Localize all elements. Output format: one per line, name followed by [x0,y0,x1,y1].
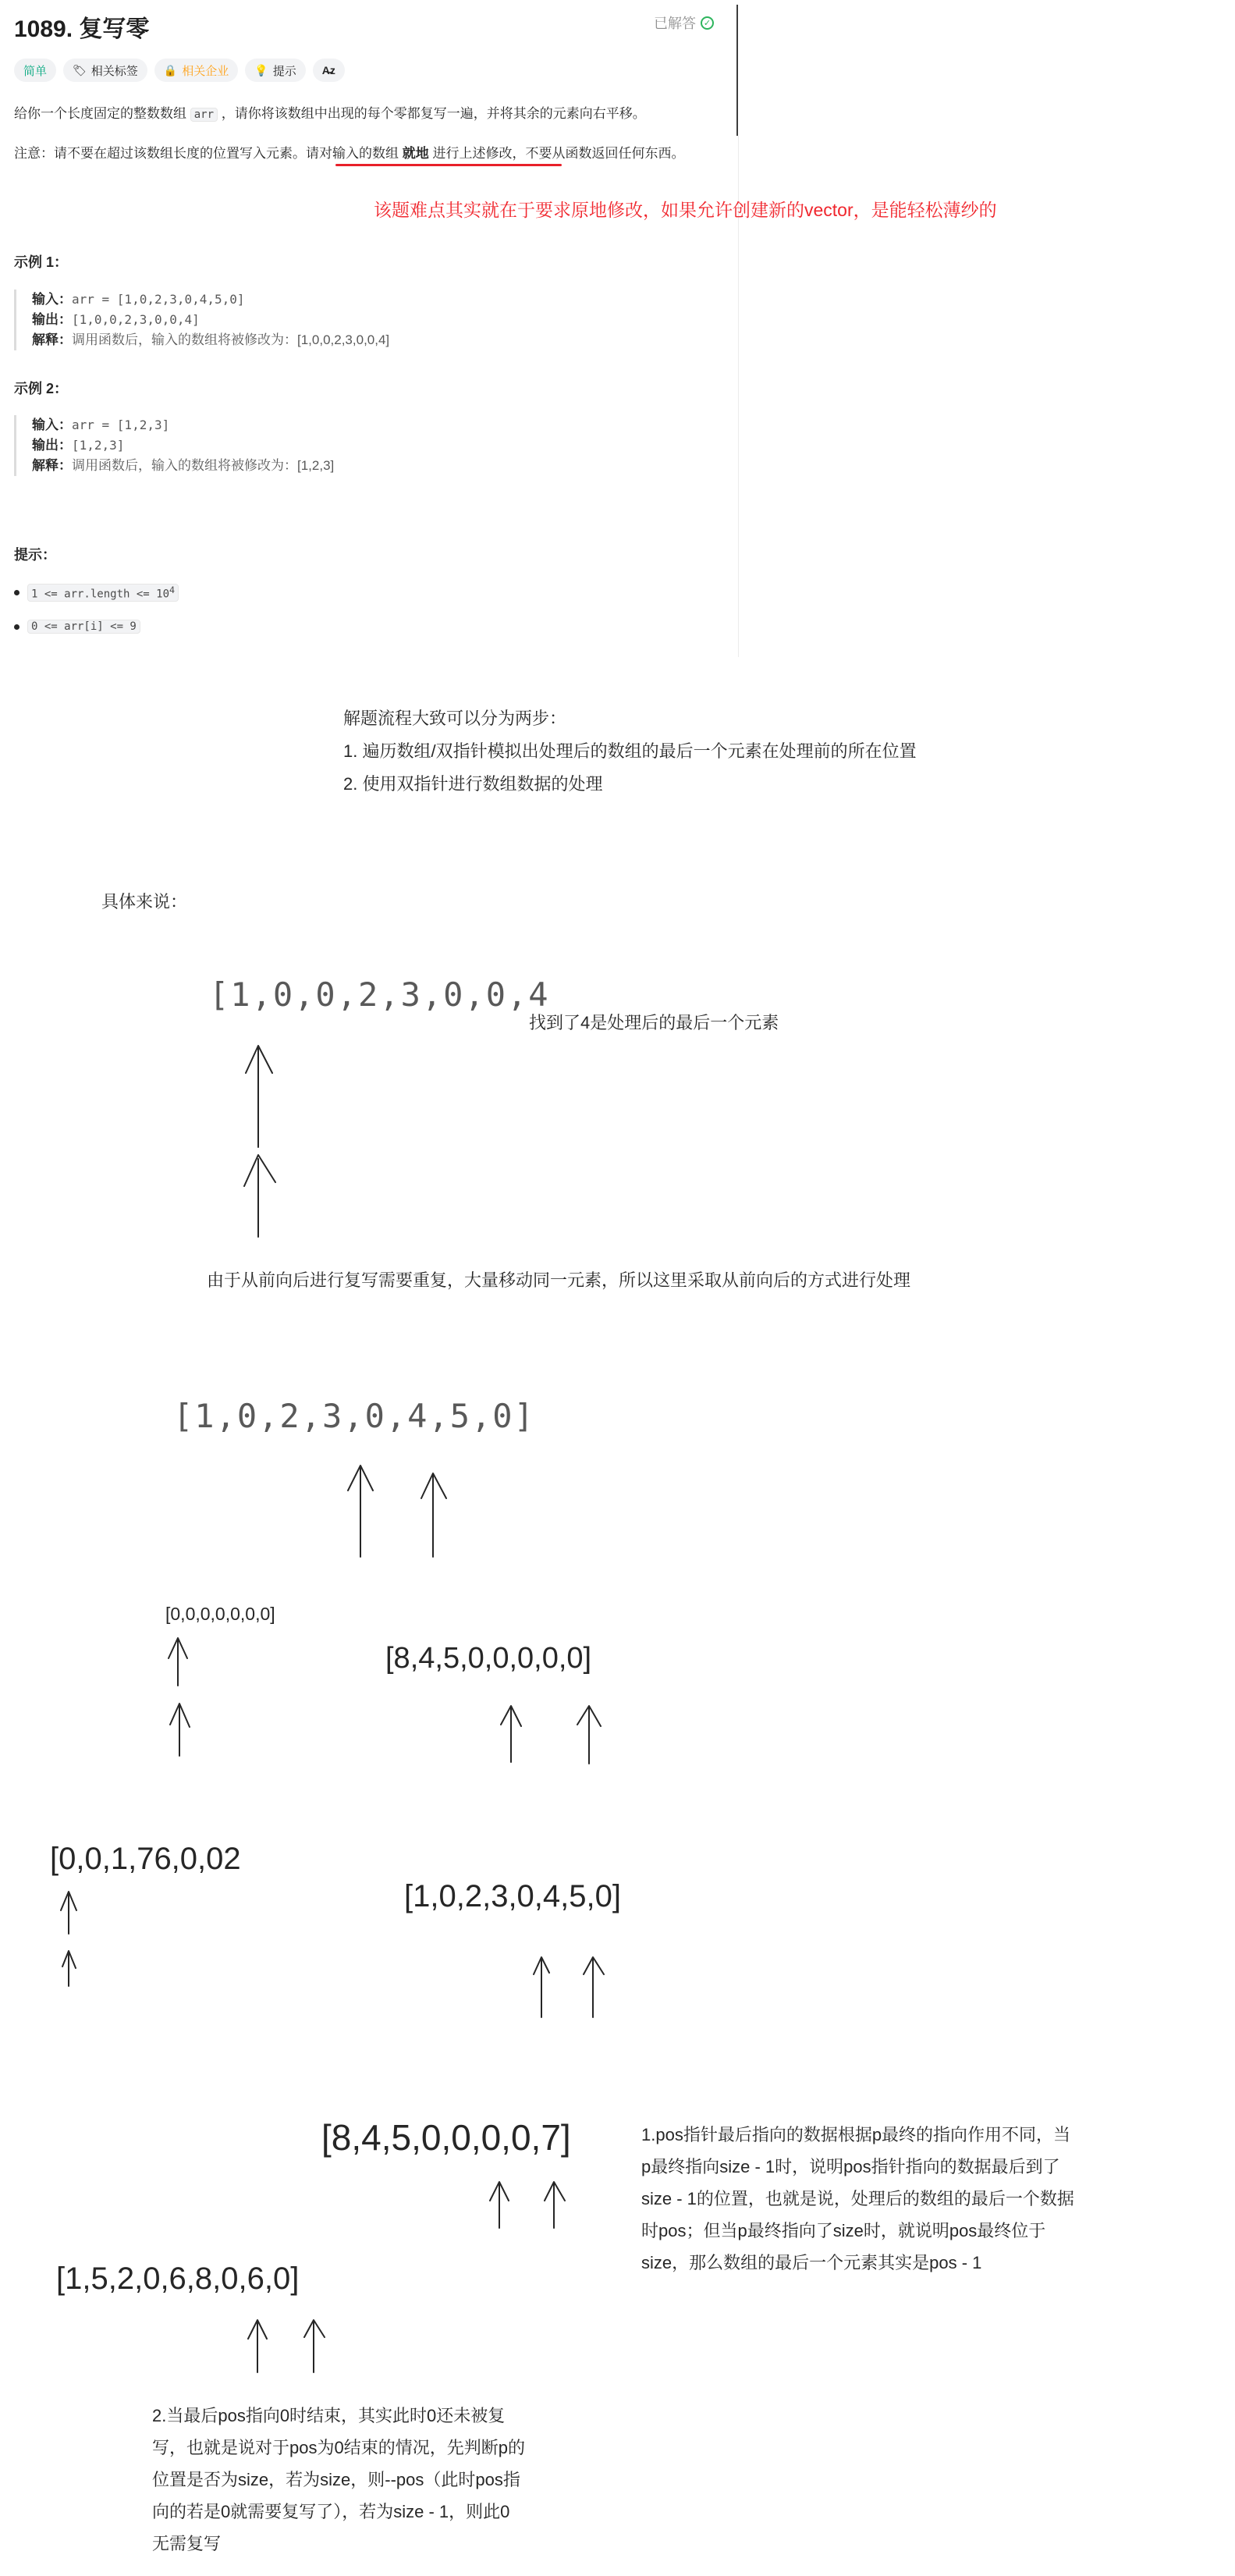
red-comment: 该题难点其实就在于要求原地修改，如果允许创建新的vector，是能轻松薄纱的 [374,200,997,220]
bullet [14,624,20,630]
hint-item-1 [14,584,179,602]
hint-1-code: 1 <= arr.length <= $10^4$ [27,584,179,602]
red-underline-annotation [335,164,562,166]
hint-2-code: 0 <= arr[i] <= 9 [27,620,140,634]
companies-tag[interactable] [154,59,238,82]
handwritten-array-2: [1,0,2,3,0,4,5,0] [173,1397,535,1435]
specific-label: 具体来说： [101,892,188,911]
example-2-block: 输入：arr = [1,2,3] 输出：[1,2,3] 解释：调用函数后，输入的数组将被修改为：[1,2,3] [14,415,703,476]
handwritten-array-6: [1,0,2,3,0,4,5,0] [404,1879,621,1913]
problem-description: 给你一个长度固定的整数数组 arr ，请你将该数组中出现的每个零都复写一遍，并将其余的元素向右平移。 [14,106,646,121]
up-arrow-icon [238,1038,285,1241]
hint-item-2 [14,620,140,634]
example-1-heading: 示例 1： [14,254,69,270]
flow-title: 解题流程大致可以分为两步： [343,709,567,728]
explain-note-2: 2.当最后pos指向0时结束，其实此时0还未被复写，也就是说对于pos为0结束的情况，先判断p的位置是否为size，若为size，则--pos（此时pos指向的若是0就需要复写了），若为size - 1，则此0无需复写 [152,2406,525,2553]
translate-button[interactable] [313,59,345,82]
code-arr: arr [190,108,218,122]
up-arrow-icon [484,2177,577,2232]
hint-label: 提示 [272,64,296,78]
handwritten-array-1: [1,0,0,2,3,0,0,4 [209,975,550,1014]
bulb-icon: 💡 [254,63,268,76]
check-circle-icon: ✓ [701,16,714,30]
up-arrow-icon [55,1888,86,1990]
tag-icon: 🏷 [73,63,87,76]
up-arrow-icon [164,1635,195,1760]
up-arrow-icon [492,1701,616,1764]
example-1-block: 输入：arr = [1,0,2,3,0,4,5,0] 输出：[1,0,0,2,3,0,0,4] 解释：调用函数后，输入的数组将被修改为：[1,0,0,2,3,0,0,4] [14,290,703,350]
panel-resize-handle[interactable] [736,5,738,136]
tag-row [14,59,345,82]
handwritten-array-3: [0,0,0,0,0,0,0] [165,1604,275,1624]
difficulty-label: 简单 [23,64,48,78]
companies-label: 相关企业 [182,64,229,78]
hints-heading: 提示： [14,547,56,563]
translate-icon: A̶z [321,64,335,76]
solved-status [654,12,714,33]
up-arrow-icon [531,1951,624,2021]
flow-step-1: 1. 遍历数组/双指针模拟出处理后的数组的最后一个元素在处理前的所在位置 [343,741,917,761]
handwritten-array-8: [1,5,2,0,6,8,0,6,0] [56,2262,300,2296]
problem-note: 注意：请不要在超过该数组长度的位置写入元素。请对输入的数组 就地 进行上述修改，不要从函数返回任何东西。 [14,146,685,161]
difficulty-tag[interactable] [14,59,56,82]
explain-note-1: 1.pos指针最后指向的数据根据p最终的指向作用不同，当p最终指向size - 1时，说明pos指针指向的数据最后到了size - 1的位置，也就是说，处理后的数组的最后一个数据时pos；但当p最终指向了size时，就说明pos最终位于size，那么数组的最后一个元素其实是pos - 1 [641,2125,1074,2272]
example-2-heading: 示例 2： [14,381,69,396]
bullet [14,590,20,595]
related-topics-tag[interactable] [63,59,147,82]
up-arrow-icon [242,2314,335,2376]
handwritten-array-7: [8,4,5,0,0,0,0,7] [321,2117,571,2158]
problem-title: 1089. 复写零 [14,16,150,42]
solved-label: 已解答 [654,16,696,31]
lock-icon: 🔒 [163,63,178,76]
flow-step-2: 2. 使用双指针进行数组数据的处理 [343,774,603,794]
found-last-note: 找到了4是处理后的最后一个元素 [529,1013,779,1032]
hint-tag[interactable] [245,59,305,82]
up-arrow-icon [343,1459,468,1561]
handwritten-array-4: [8,4,5,0,0,0,0,0] [385,1642,592,1675]
handwritten-array-5: [0,0,1,76,0,02 [50,1842,241,1876]
reason-note: 由于从前向后进行复写需要重复，大量移动同一元素，所以这里采取从前向后的方式进行处理 [207,1270,911,1290]
related-topics-label: 相关标签 [90,64,138,78]
